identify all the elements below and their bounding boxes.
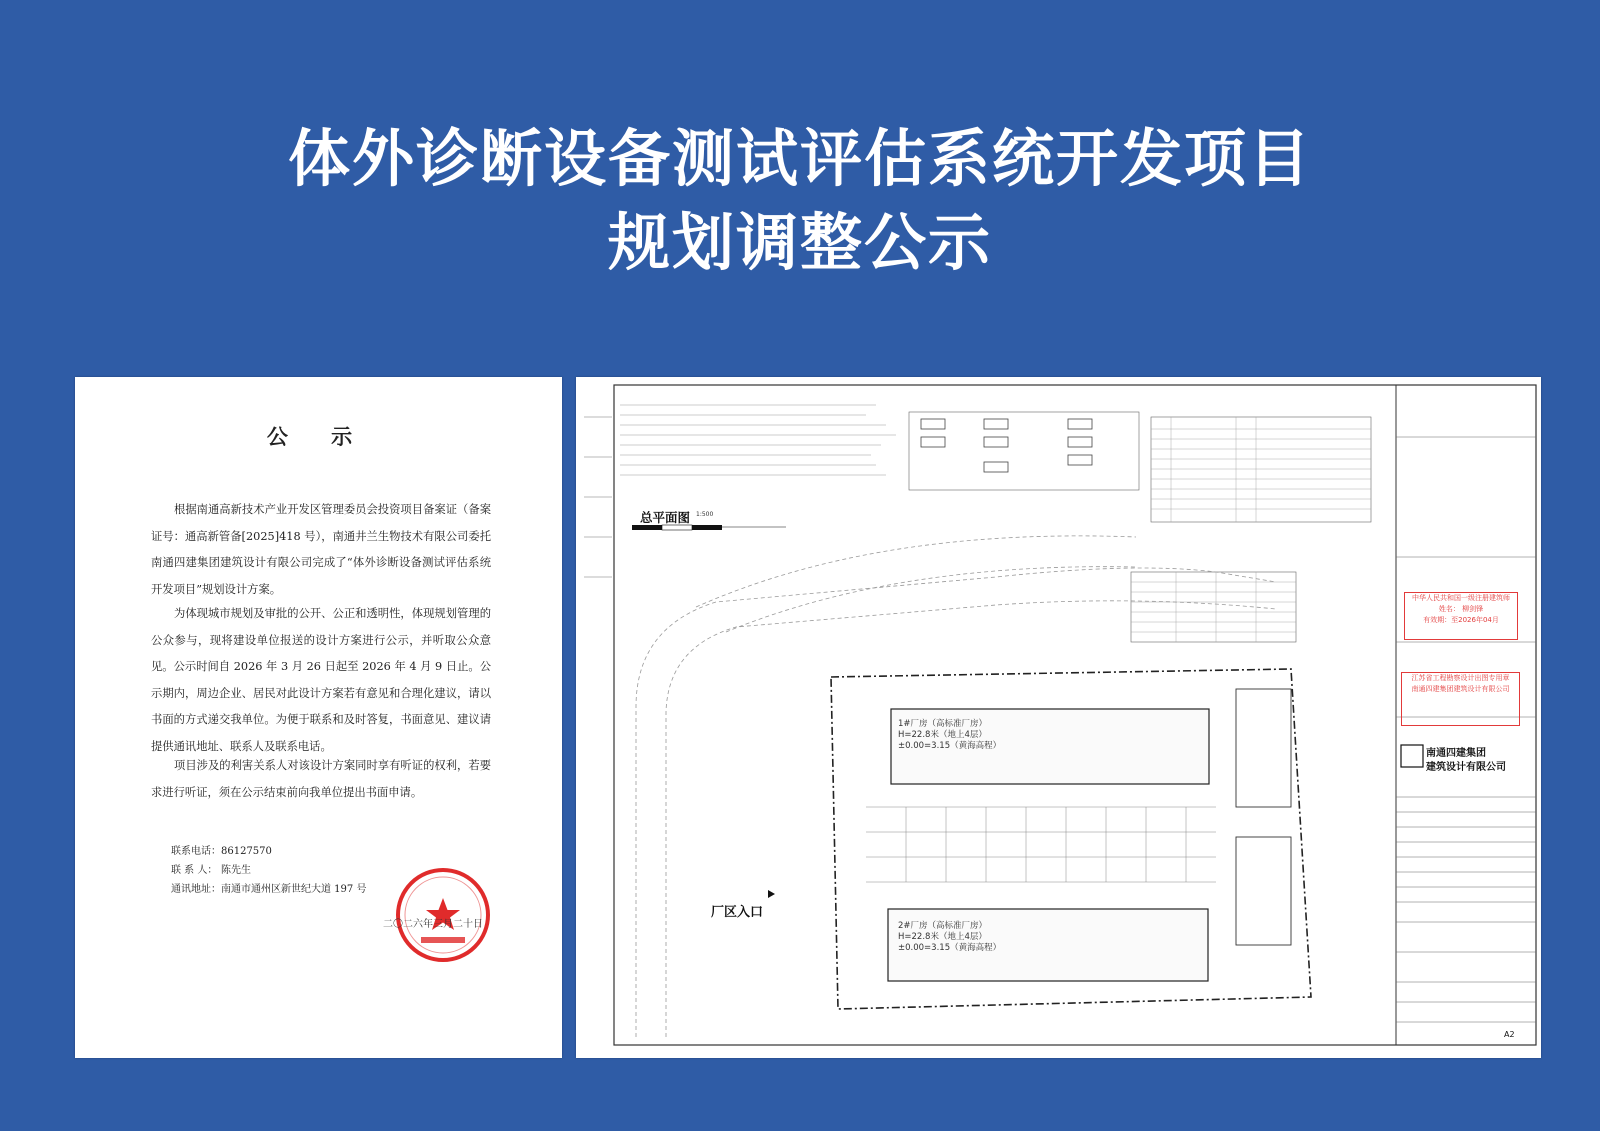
contact-phone-key: 联系电话：	[171, 846, 221, 857]
design-firm-name: 南通四建集团 建筑设计有限公司	[1426, 748, 1506, 773]
paper-size: A2	[1504, 1030, 1515, 1039]
contact-person	[171, 861, 251, 876]
plan-title: 总平面图	[640, 510, 691, 525]
notice-paragraph-1: 根据南通高新技术产业开发区管理委员会投资项目备案证（备案证号：通高新管备[2025]418 号），南通井兰生物技术有限公司委托南通四建集团建筑设计有限公司完成了“体外诊断设备测试评估系统开发项目”规划设计方案。	[151, 503, 491, 596]
contact-phone	[171, 842, 272, 857]
contact-address-value: 南通市通州区新世纪大道 197 号	[221, 884, 367, 895]
sign-date: 二〇二六年三月二十日	[383, 919, 483, 930]
contact-address	[171, 880, 366, 895]
plan-scale: 1:500	[696, 511, 714, 518]
building-2-label: 2#厂房（高标准厂房） H=22.8米（地上4层） ±0.00=3.15（黄海高程）	[898, 921, 1002, 953]
notice-heading: 公 示	[266, 424, 371, 449]
site-plan-linework	[576, 377, 1541, 1058]
building-1-label: 1#厂房（高标准厂房） H=22.8米（地上4层） ±0.00=3.15（黄海高程）	[898, 719, 1002, 751]
design-review-stamp: 江苏省工程勘察设计出图专用章 南通四建集团建筑设计有限公司	[1401, 672, 1520, 726]
notice-document	[75, 377, 562, 1058]
notice-paragraph-3: 项目涉及的利害关系人对该设计方案同时享有听证的权利，若要求进行听证，须在公示结束前向我单位提出书面申请。	[151, 759, 491, 799]
page-title-line1: 体外诊断设备测试评估系统开发项目	[287, 122, 1312, 195]
contact-address-key: 通讯地址：	[171, 884, 221, 895]
contact-person-key: 联 系 人：	[171, 865, 218, 876]
notice-paragraph-2: 为体现城市规划及审批的公开、公正和透明性，体现规划管理的公众参与，现将建设单位报送的设计方案进行公示，并听取公众意见。公示时间自 2026 年 3 月 26 日起至 2026 年 4 月 9 日止。公示期内，周边企业、居民对此设计方案若有意见和合理化建议，请以书面的方式递交我单位。为便于联系和及时答复，书面意见、建议请提供通讯地址、联系人及联系电话。	[151, 607, 491, 753]
contact-person-value: 陈先生	[221, 865, 251, 876]
contact-phone-value: 86127570	[221, 846, 272, 857]
registered-architect-stamp: 中华人民共和国一级注册建筑师 姓名： 柳剑锋 有效期：至2026年04月	[1404, 592, 1518, 640]
site-plan-drawing	[576, 377, 1541, 1058]
entrance-label: 厂区入口	[711, 905, 764, 920]
page-title-line2: 规划调整公示	[607, 206, 992, 279]
